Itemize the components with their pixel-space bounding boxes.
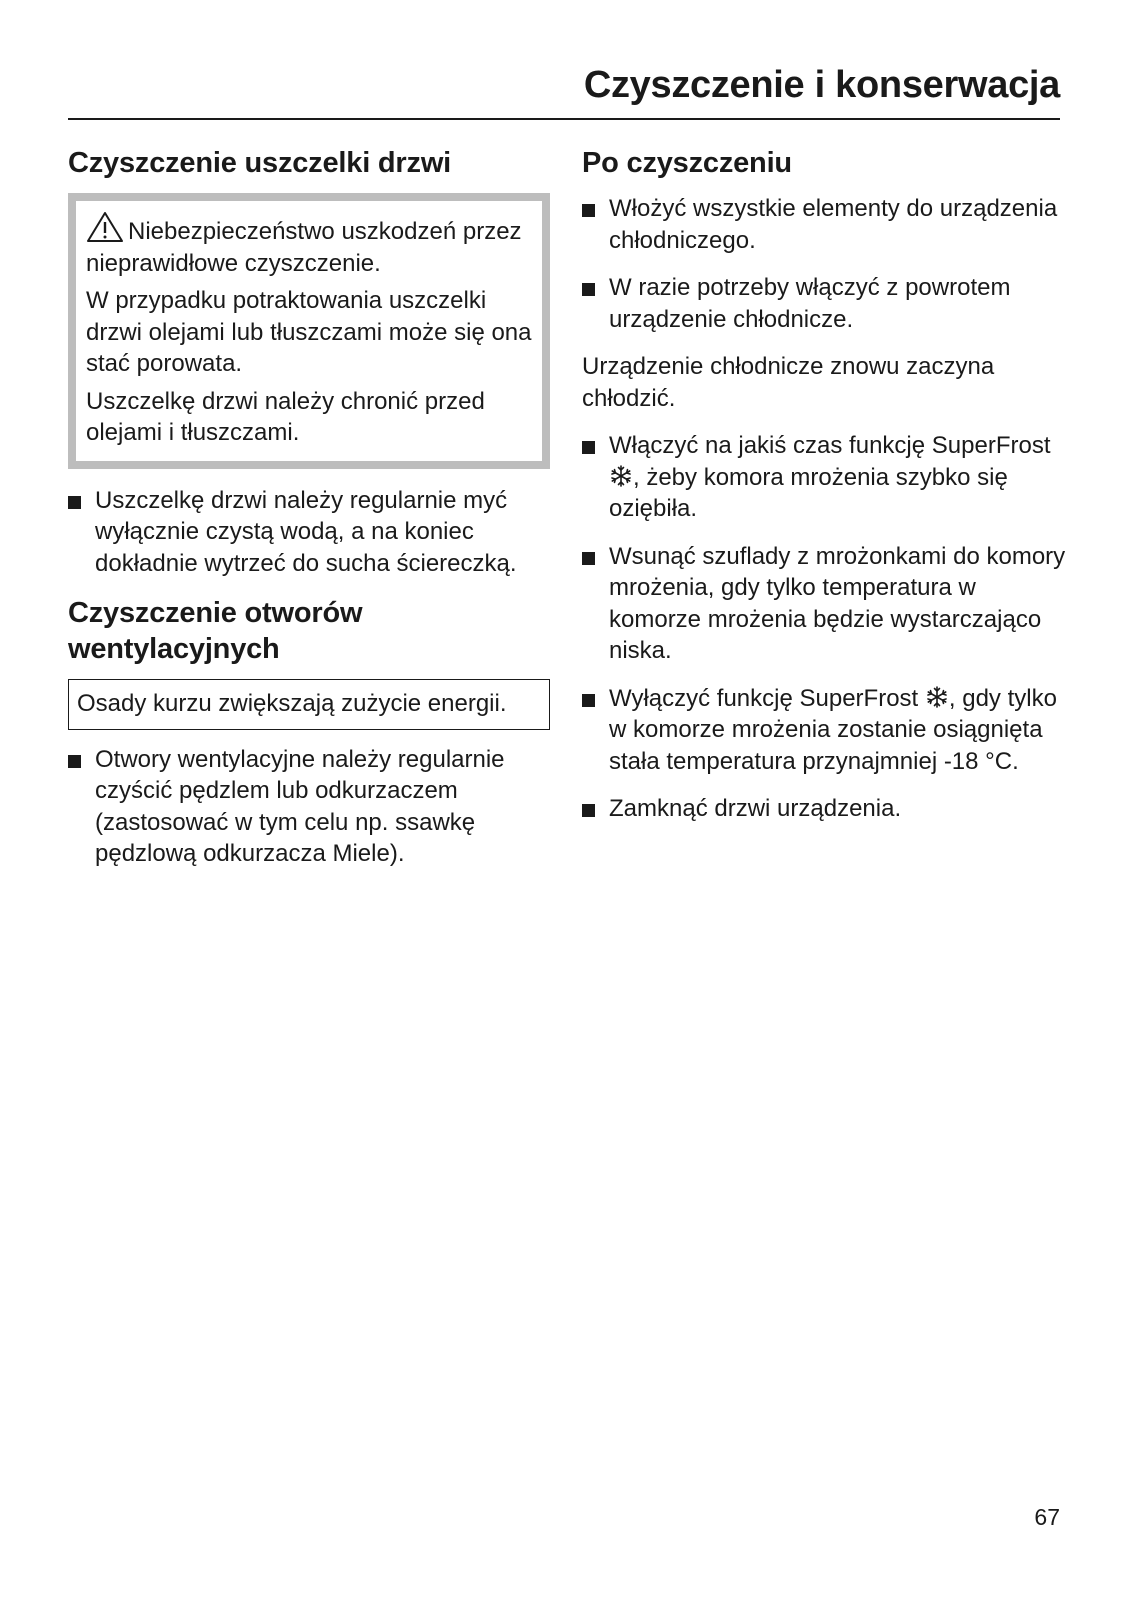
- right-column: [582, 145, 1068, 841]
- list-item-text: Wsunąć szuflady z mrożonkami do komory mrożenia, gdy tylko temperatura w komorze mrożenia będzie wystarczająco niska.: [609, 542, 1066, 664]
- bullet-square-icon: [68, 496, 81, 509]
- snowflake-icon: [609, 464, 633, 488]
- list-item-text-end: , żeby komora mrożenia szybko się oziębiła.: [609, 463, 1008, 522]
- list-item: [582, 683, 1068, 778]
- list-item-text: Zamknąć drzwi urządzenia.: [609, 795, 902, 822]
- section-heading-after-cleaning: Po czyszczeniu: [582, 147, 792, 179]
- list-item-text-end: , gdy tylko w komorze mrożenia zostanie osiągnięta stała temperatura przynajmniej -18 °C.: [609, 684, 1057, 775]
- list-item: [582, 541, 1068, 667]
- list-item-text: Uszczelkę drzwi należy regularnie myć wyłącznie czystą wodą, a na koniec dokładnie wytrzeć do sucha ściereczką.: [95, 486, 517, 577]
- section-heading-vents: Czyszczenie otworów wentylacyjnych: [68, 597, 363, 665]
- warning-line-3: Uszczelkę drzwi należy chronić przed olejami i tłuszczami.: [86, 387, 485, 446]
- bullet-square-icon: [582, 694, 595, 707]
- list-item: [582, 272, 1068, 335]
- section-heading-door-seal: Czyszczenie uszczelki drzwi: [68, 147, 452, 179]
- snowflake-icon: [925, 685, 949, 709]
- title-divider: [68, 118, 1060, 120]
- bullet-square-icon: [582, 204, 595, 217]
- list-item: [582, 193, 1068, 256]
- bullet-square-icon: [582, 552, 595, 565]
- left-column: [68, 145, 550, 886]
- list-item: [68, 744, 550, 870]
- list-item: [68, 485, 550, 580]
- list-item: [582, 793, 1068, 825]
- warning-line-1: [86, 211, 532, 279]
- page-number: 67: [1034, 1504, 1060, 1530]
- bullet-square-icon: [582, 283, 595, 296]
- paragraph: Urządzenie chłodnicze znowu zaczyna chłodzić.: [582, 353, 995, 412]
- bullet-square-icon: [582, 804, 595, 817]
- warning-text-1: Niebezpieczeństwo uszkodzeń przez nieprawidłowe czyszczenie.: [86, 218, 522, 277]
- warning-box: [68, 193, 550, 469]
- list-item: [582, 430, 1068, 525]
- list-item-text-start: Wyłączyć funkcję SuperFrost: [609, 684, 925, 712]
- list-item-text: Otwory wentylacyjne należy regularnie czyścić pędzlem lub odkurzaczem (zastosować w tym celu np. ssawkę pędzlową odkurzacza Miele).: [95, 745, 505, 867]
- list-item-text: W razie potrzeby włączyć z powrotem urządzenie chłodnicze.: [609, 274, 1011, 333]
- page-title: Czyszczenie i konserwacja: [583, 64, 1060, 106]
- warning-triangle-icon: [86, 211, 124, 243]
- warning-line-2: W przypadku potraktowania uszczelki drzwi olejami lub tłuszczami może się ona stać porowata.: [86, 287, 532, 377]
- bullet-square-icon: [582, 441, 595, 454]
- list-item-text-start: Włączyć na jakiś czas funkcję SuperFrost: [609, 432, 1051, 459]
- info-box: Osady kurzu zwiększają zużycie energii.: [68, 679, 550, 730]
- bullet-square-icon: [68, 755, 81, 768]
- list-item-text: Włożyć wszystkie elementy do urządzenia chłodniczego.: [609, 195, 1058, 254]
